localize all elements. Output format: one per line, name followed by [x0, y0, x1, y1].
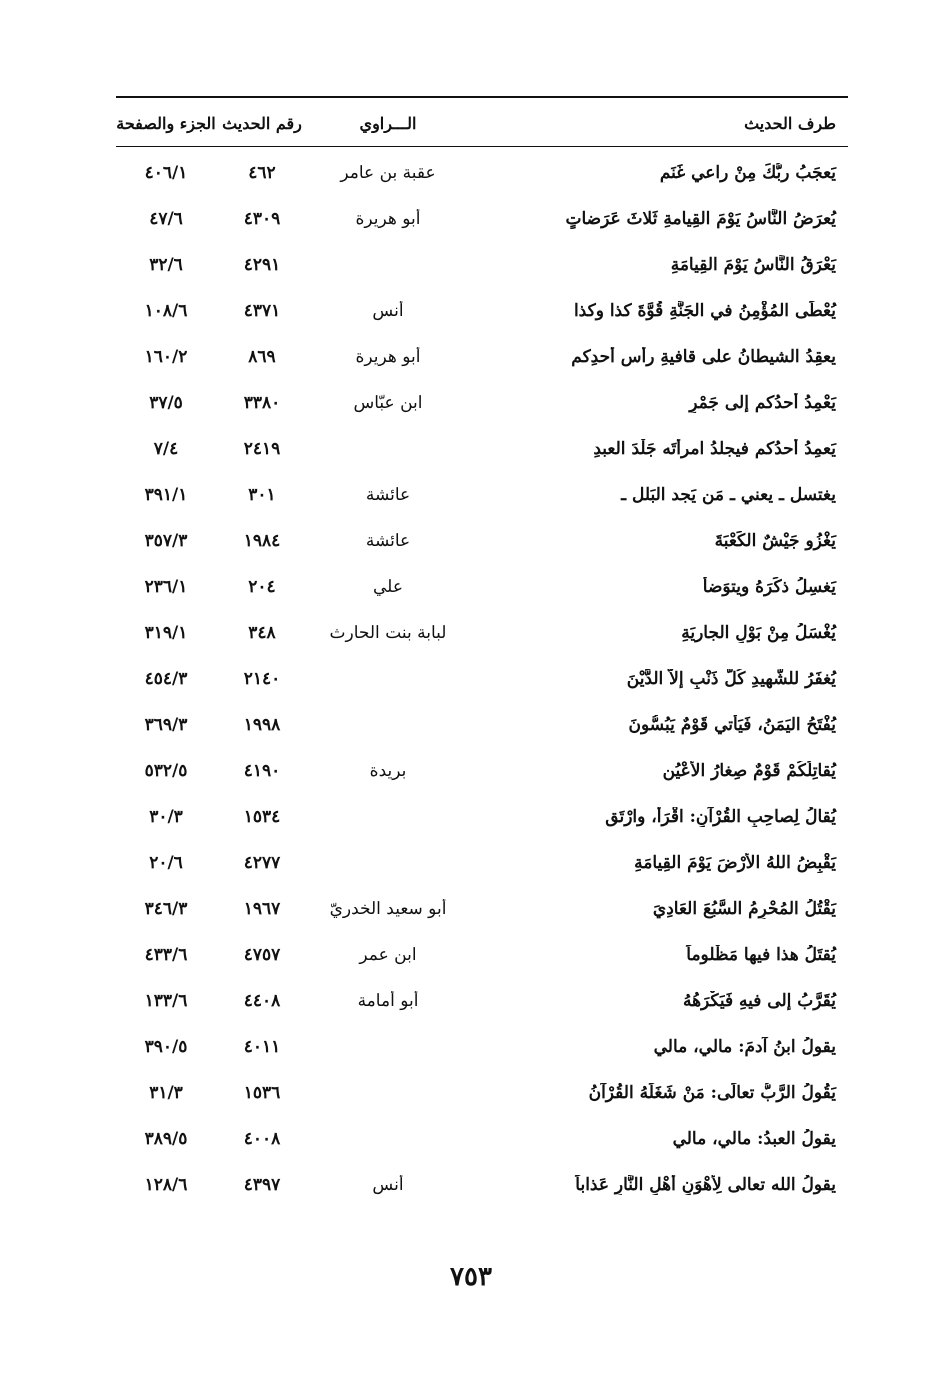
part-page-cell: ٣١٩/١: [144, 623, 188, 643]
hadith-cell: يَقُولُ الرَّبُّ تعالَى: مَنْ شَغَلَهُ القُرْآنُ: [588, 1083, 836, 1103]
table-row: [116, 334, 848, 380]
number-cell: ٣٤٨: [248, 623, 276, 643]
part-page-cell: ٣٨٩/٥: [144, 1129, 188, 1149]
hadith-cell: يُغفَرُ للشَّهيدِ كُلُّ ذَنْبٍ إلاَّ الدَّيْنَ: [626, 669, 836, 689]
table-row: [116, 472, 848, 518]
rawi-cell: لبابة بنت الحارث: [329, 623, 447, 643]
hadith-cell: يُقَرَّبُ إلى فيهِ فَيَكْرَهُهُ: [682, 991, 836, 1011]
number-cell: ٤٢٩١: [243, 255, 281, 275]
number-cell: ٣٣٨٠: [243, 393, 281, 413]
number-cell: ٤٦٢: [248, 163, 276, 183]
page-number: ٧٥٣: [450, 1262, 492, 1292]
part-page-cell: ١٦٠/٢: [144, 347, 188, 367]
hadith-cell: يُغْسَلُ مِنْ بَوْلِ الجاريَةِ: [681, 623, 836, 643]
hadith-cell: يَعْمِدُ أحدُكم إلى جَمْرٍ: [689, 393, 836, 413]
table-row: [116, 932, 848, 978]
number-cell: ٤٧٥٧: [243, 945, 281, 965]
number-cell: ١٥٣٦: [243, 1083, 281, 1103]
hadith-cell: يُعرَضُ النَّاسُ يَوْمَ القِيامةِ ثَلاثَ عَرَضاتٍ: [565, 209, 836, 229]
part-page-cell: ٣٠/٣: [149, 807, 183, 827]
rawi-cell: أبو أمامة: [357, 991, 419, 1011]
part-page-cell: ٣٤٦/٣: [144, 899, 188, 919]
part-page-cell: ١٢٨/٦: [144, 1175, 188, 1195]
number-cell: ١٩٩٨: [243, 715, 281, 735]
part-page-cell: ١٣٣/٦: [144, 991, 188, 1011]
part-page-cell: ٣٩٠/٥: [144, 1037, 188, 1057]
part-page-cell: ٣٥٧/٣: [144, 531, 188, 551]
hadith-cell: يَعْرَقُ النَّاسُ يَوْمَ القِيامَةِ: [670, 255, 836, 275]
part-page-cell: ٤٧/٦: [149, 209, 183, 229]
part-page-cell: ٣٩١/١: [144, 485, 188, 505]
part-page-cell: ٤٥٤/٣: [144, 669, 188, 689]
number-cell: ٤٠١١: [243, 1037, 281, 1057]
table-row: [116, 978, 848, 1024]
hadith-cell: يعقِدُ الشيطانُ على قافيةِ رأسِ أحدِكم: [571, 347, 836, 367]
part-page-cell: ٤٠٦/١: [144, 163, 188, 183]
part-page-cell: ٣٢/٦: [149, 255, 183, 275]
rawi-cell: عائشة: [365, 531, 411, 551]
number-cell: ٨٦٩: [248, 347, 276, 367]
table-row: [116, 380, 848, 426]
table-header: [116, 100, 848, 146]
table-row: [116, 242, 848, 288]
number-cell: ١٩٦٧: [243, 899, 281, 919]
rawi-cell: علي: [373, 577, 403, 597]
rawi-cell: ابن عمر: [359, 945, 417, 965]
part-page-cell: ٣١/٣: [149, 1083, 183, 1103]
table-row: [116, 702, 848, 748]
number-cell: ٤٤٠٨: [243, 991, 281, 1011]
hadith-cell: يُعْطَى المُؤْمِنُ في الجَنَّةِ قُوَّةَ كذا وكذا: [573, 301, 836, 321]
hadith-cell: يُقتَلُ هذا فيها مَظْلوماً: [686, 945, 836, 965]
rawi-cell: أبو هريرة: [355, 347, 421, 367]
part-page-cell: ٣٦٩/٣: [144, 715, 188, 735]
table-row: [116, 288, 848, 334]
rawi-cell: بريدة: [369, 761, 407, 781]
table-row: [116, 1070, 848, 1116]
part-page-cell: ٢٠/٦: [149, 853, 183, 873]
number-cell: ٤٣٠٩: [243, 209, 281, 229]
rawi-cell: أبو سعيد الخدريّ: [329, 899, 447, 919]
number-cell: ٤٢٧٧: [243, 853, 281, 873]
top-rule: [116, 96, 848, 98]
rawi-cell: أبو هريرة: [355, 209, 421, 229]
number-cell: ١٥٣٤: [243, 807, 281, 827]
table-row: [116, 656, 848, 702]
hadith-cell: يَغسِلُ ذكَرَهُ ويتوَضأُ: [702, 577, 836, 597]
table-row: [116, 1162, 848, 1208]
number-cell: ٢٤١٩: [243, 439, 281, 459]
number-cell: ٤١٩٠: [243, 761, 281, 781]
table-row: [116, 564, 848, 610]
hadith-cell: يَغْزُو جَيْشٌ الكَعْبَةَ: [714, 531, 836, 551]
number-cell: ٤٠٠٨: [243, 1129, 281, 1149]
header-hadith: طرف الحديث: [744, 113, 836, 133]
part-page-cell: ٤٣٣/٦: [144, 945, 188, 965]
header-part-page: الجزء والصفحة: [116, 113, 216, 133]
header-rule: [116, 146, 848, 147]
table-row: [116, 1116, 848, 1162]
rawi-cell: عقبة بن عامر: [340, 163, 436, 183]
table-row: [116, 1024, 848, 1070]
table-row: [116, 840, 848, 886]
hadith-cell: يَقْبِضُ اللهُ الأَرْضَ يَوْمَ القِيامَةِ: [634, 853, 836, 873]
hadith-cell: يقولُ الله تعالى لِأَهْوَنِ أَهْلِ النَّارِ عَذاباً: [575, 1175, 836, 1195]
hadith-cell: يُفْتَحُ اليَمَنُ، فَيَأْتي قَوْمٌ يَبُسُّونَ: [628, 715, 836, 735]
part-page-cell: ٧/٤: [153, 439, 179, 459]
table-row: [116, 150, 848, 196]
hadith-cell: يغتسل ـ يعني ـ مَن يَجد البَلل ـ: [621, 485, 836, 505]
table-row: [116, 794, 848, 840]
hadith-cell: يُقالُ لِصاحِبِ القُرْآنِ: اقْرَأْ، وارْتَقِ: [605, 807, 836, 827]
table-row: [116, 426, 848, 472]
hadith-index-table: [116, 100, 848, 1195]
hadith-cell: يَعجَبُ ربُّكَ مِنْ راعي غَنَمٍ: [659, 163, 836, 183]
table-row: [116, 518, 848, 564]
rawi-cell: عائشة: [365, 485, 411, 505]
rawi-cell: ابن عبّاس: [353, 393, 423, 413]
table-row: [116, 748, 848, 794]
part-page-cell: ٣٧/٥: [149, 393, 183, 413]
table-row: [116, 886, 848, 932]
rawi-cell: أنس: [372, 1175, 404, 1195]
hadith-cell: يُقاتِلُكُمْ قَوْمٌ صِغارُ الأَعْيُنِ: [662, 761, 836, 781]
part-page-cell: ١٠٨/٦: [144, 301, 188, 321]
number-cell: ٤٣٩٧: [243, 1175, 281, 1195]
hadith-cell: يقولُ ابنُ آدمَ: مالي، مالي: [653, 1037, 836, 1057]
table-row: [116, 610, 848, 656]
part-page-cell: ٥٣٢/٥: [144, 761, 188, 781]
rawi-cell: أنس: [372, 301, 404, 321]
hadith-cell: يقولُ العبدُ: مالي، مالي: [672, 1129, 836, 1149]
number-cell: ٤٣٧١: [243, 301, 281, 321]
number-cell: ٢١٤٠: [243, 669, 281, 689]
number-cell: ٣٠١: [248, 485, 276, 505]
number-cell: ٢٠٤: [248, 577, 276, 597]
hadith-cell: يَعمِدُ أحدُكم فيجلدُ امرأتَه جَلْدَ العبدِ: [593, 439, 836, 459]
table-body: [116, 150, 848, 1208]
header-number: رقم الحديث: [222, 113, 302, 133]
number-cell: ١٩٨٤: [243, 531, 281, 551]
part-page-cell: ٢٣٦/١: [144, 577, 188, 597]
table-row: [116, 196, 848, 242]
hadith-cell: يَقْتُلُ المُحْرِمُ السَّبُعَ العَادِيَ: [652, 899, 836, 919]
header-rawi: الـــراوي: [359, 113, 417, 133]
